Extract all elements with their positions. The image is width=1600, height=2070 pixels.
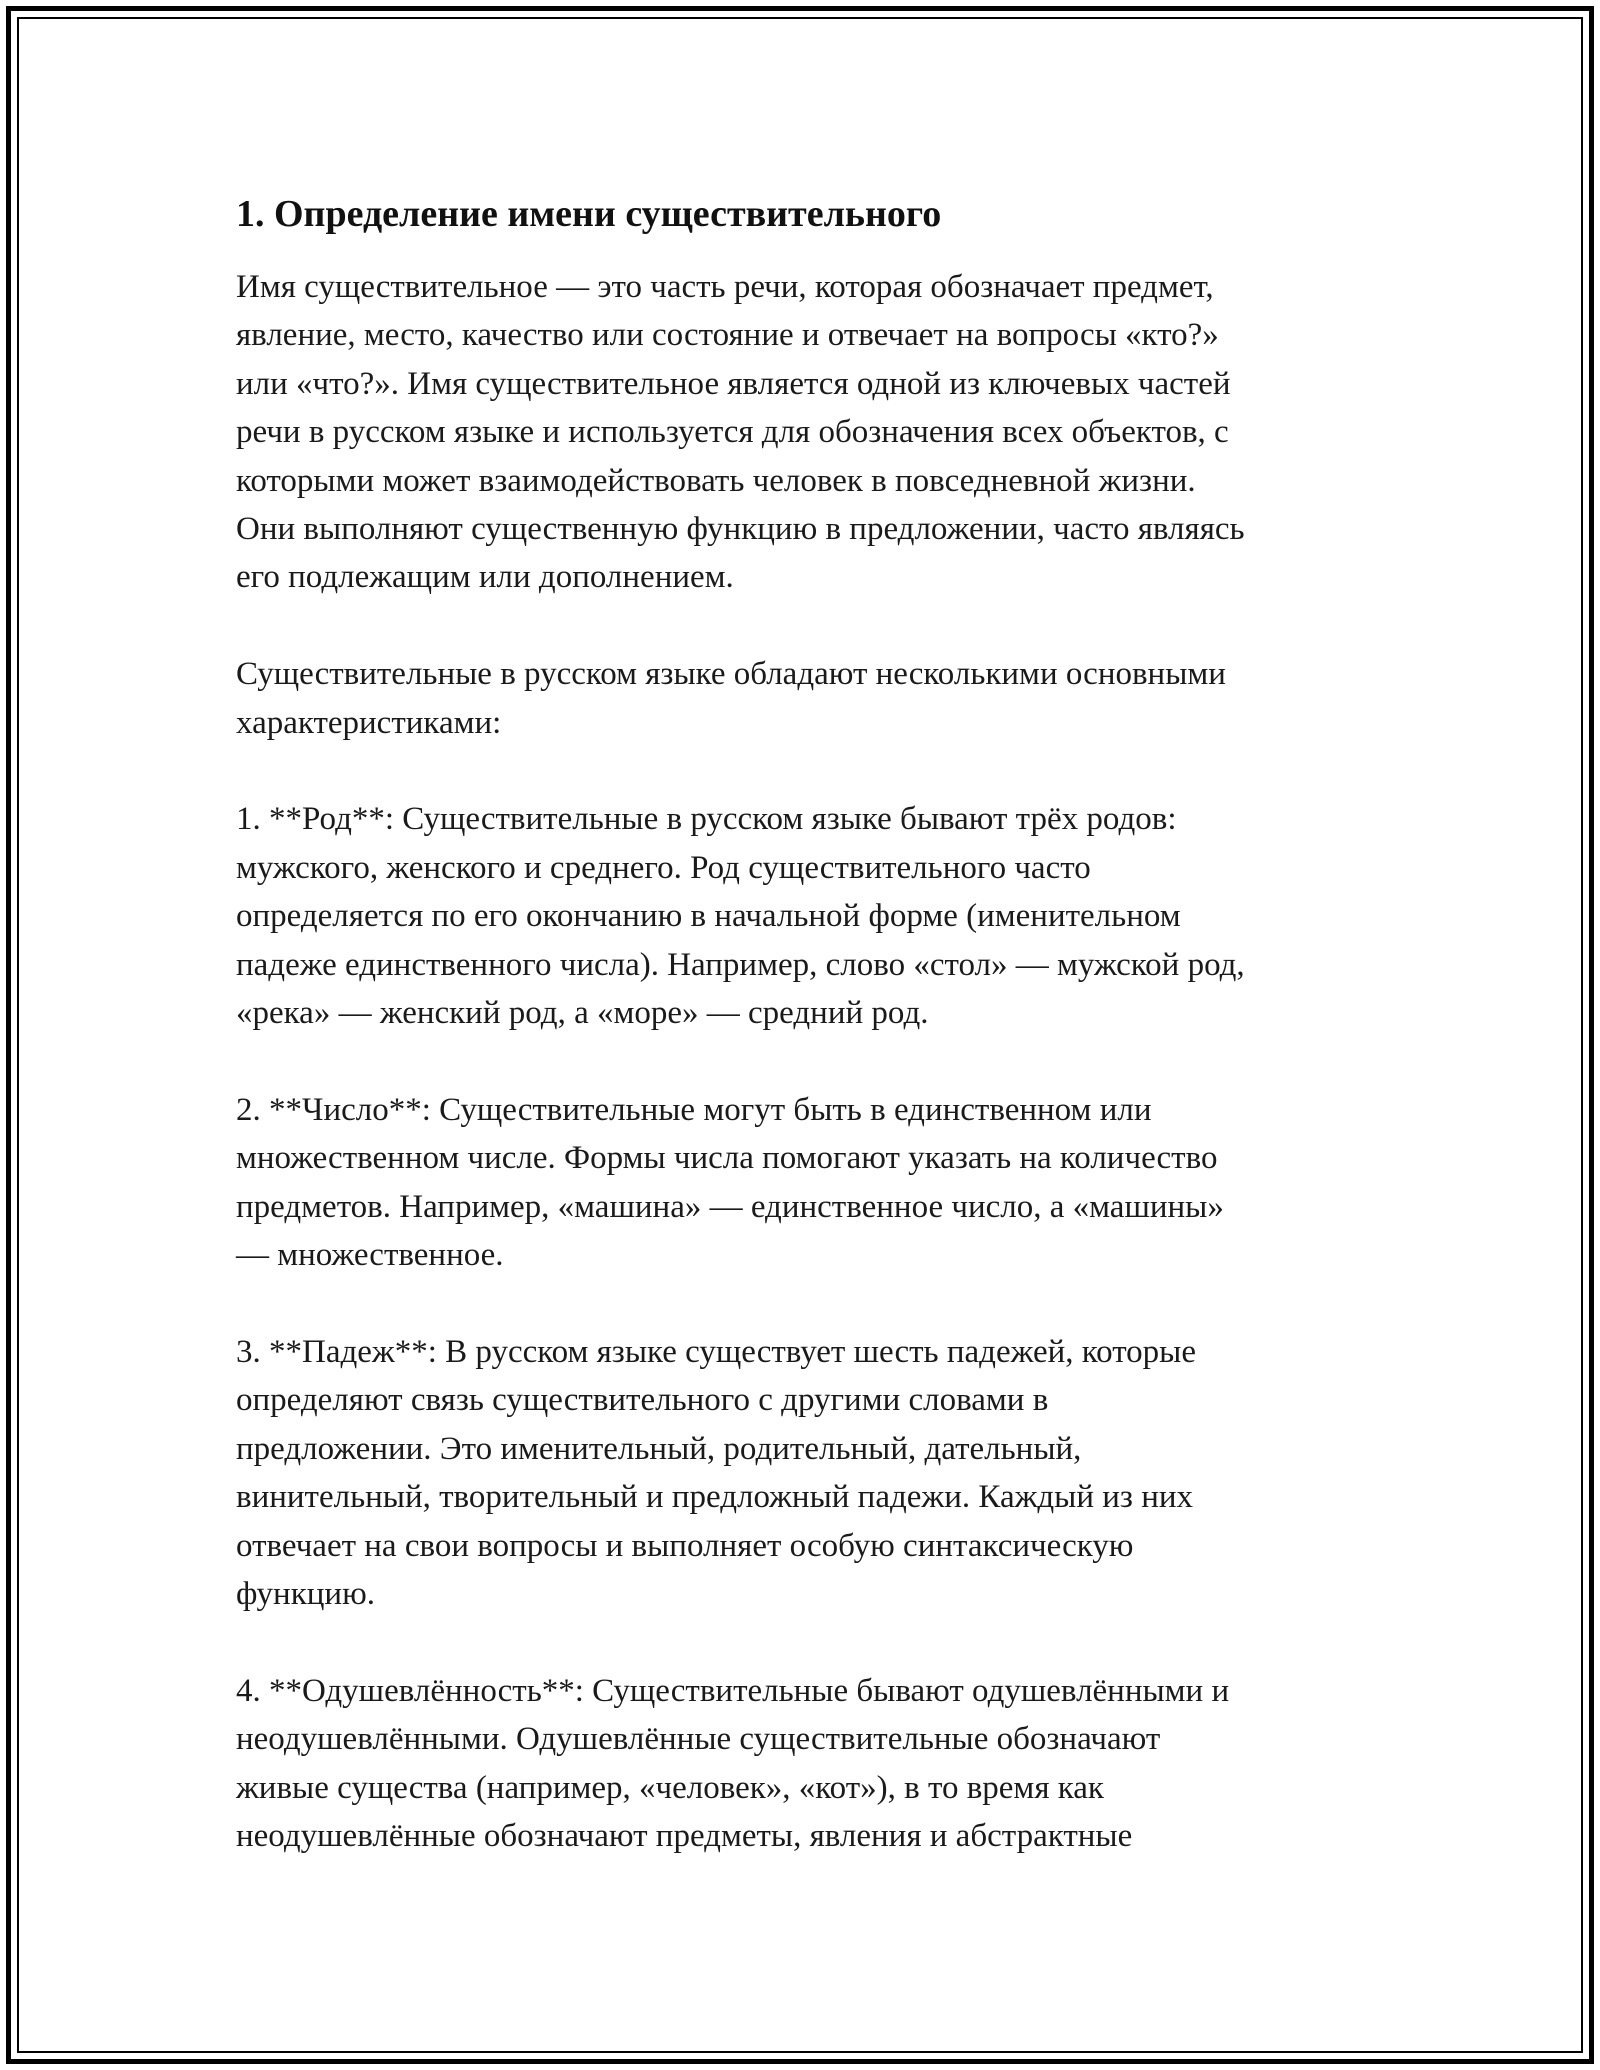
paragraph-gap [236,1037,1366,1085]
document-body [236,185,1366,1860]
paragraph-gender: 1. **Род**: Существительные в русском языке бывают трёх родов: мужского, женского и среднего. Род существительного часто определяется по его окончанию в начальной форме (именительном падеже единственного числа). Например, слово «стол» — мужской род, «река» — женский род, а «море» — средний род. [236,801,1245,1032]
paragraph-animacy: 4. **Одушевлённость**: Существительные бывают одушевлёнными и неодушевлёнными. Одушевлённые существительные обозначают живые существа (например, «человек», «кот»), в то время как неодушевлённые обозначают предметы, явления и абстрактные [236,1672,1230,1854]
paragraph-case: 3. **Падеж**: В русском языке существует шесть падежей, которые определяют связь существительного с другими словами в предложении. Это именительный, родительный, дательный, винительный, творительный и предложный падежи. Каждый из них отвечает на свои вопросы и выполняет особую синтаксическую функцию. [236,1333,1196,1612]
paragraph-gap [236,747,1366,795]
paragraph-gap [236,1279,1366,1327]
paragraph-number: 2. **Число**: Существительные могут быть в единственном или множественном числе. Формы числа помогают указать на количество предметов. Например, «машина» — единственное число, а «машины» — множественное. [236,1091,1224,1274]
paragraph-gap [236,602,1366,650]
paragraph-characteristics-intro: Существительные в русском языке обладают несколькими основными характеристиками: [236,656,1226,741]
paragraph-gap [236,1618,1366,1666]
section-heading: 1. Определение имени существительного [236,193,942,235]
paragraph-definition: Имя существительное — это часть речи, которая обозначает предмет, явление, место, качество или состояние и отвечает на вопросы «кто?» или «что?». Имя существительное является одной из ключевых частей речи в русском языке и используется для обозначения всех объектов, с которыми может взаимодействовать человек в повседневной жизни. Они выполняют существенную функцию в предложении, часто являясь его подлежащим или дополнением. [236,269,1245,596]
